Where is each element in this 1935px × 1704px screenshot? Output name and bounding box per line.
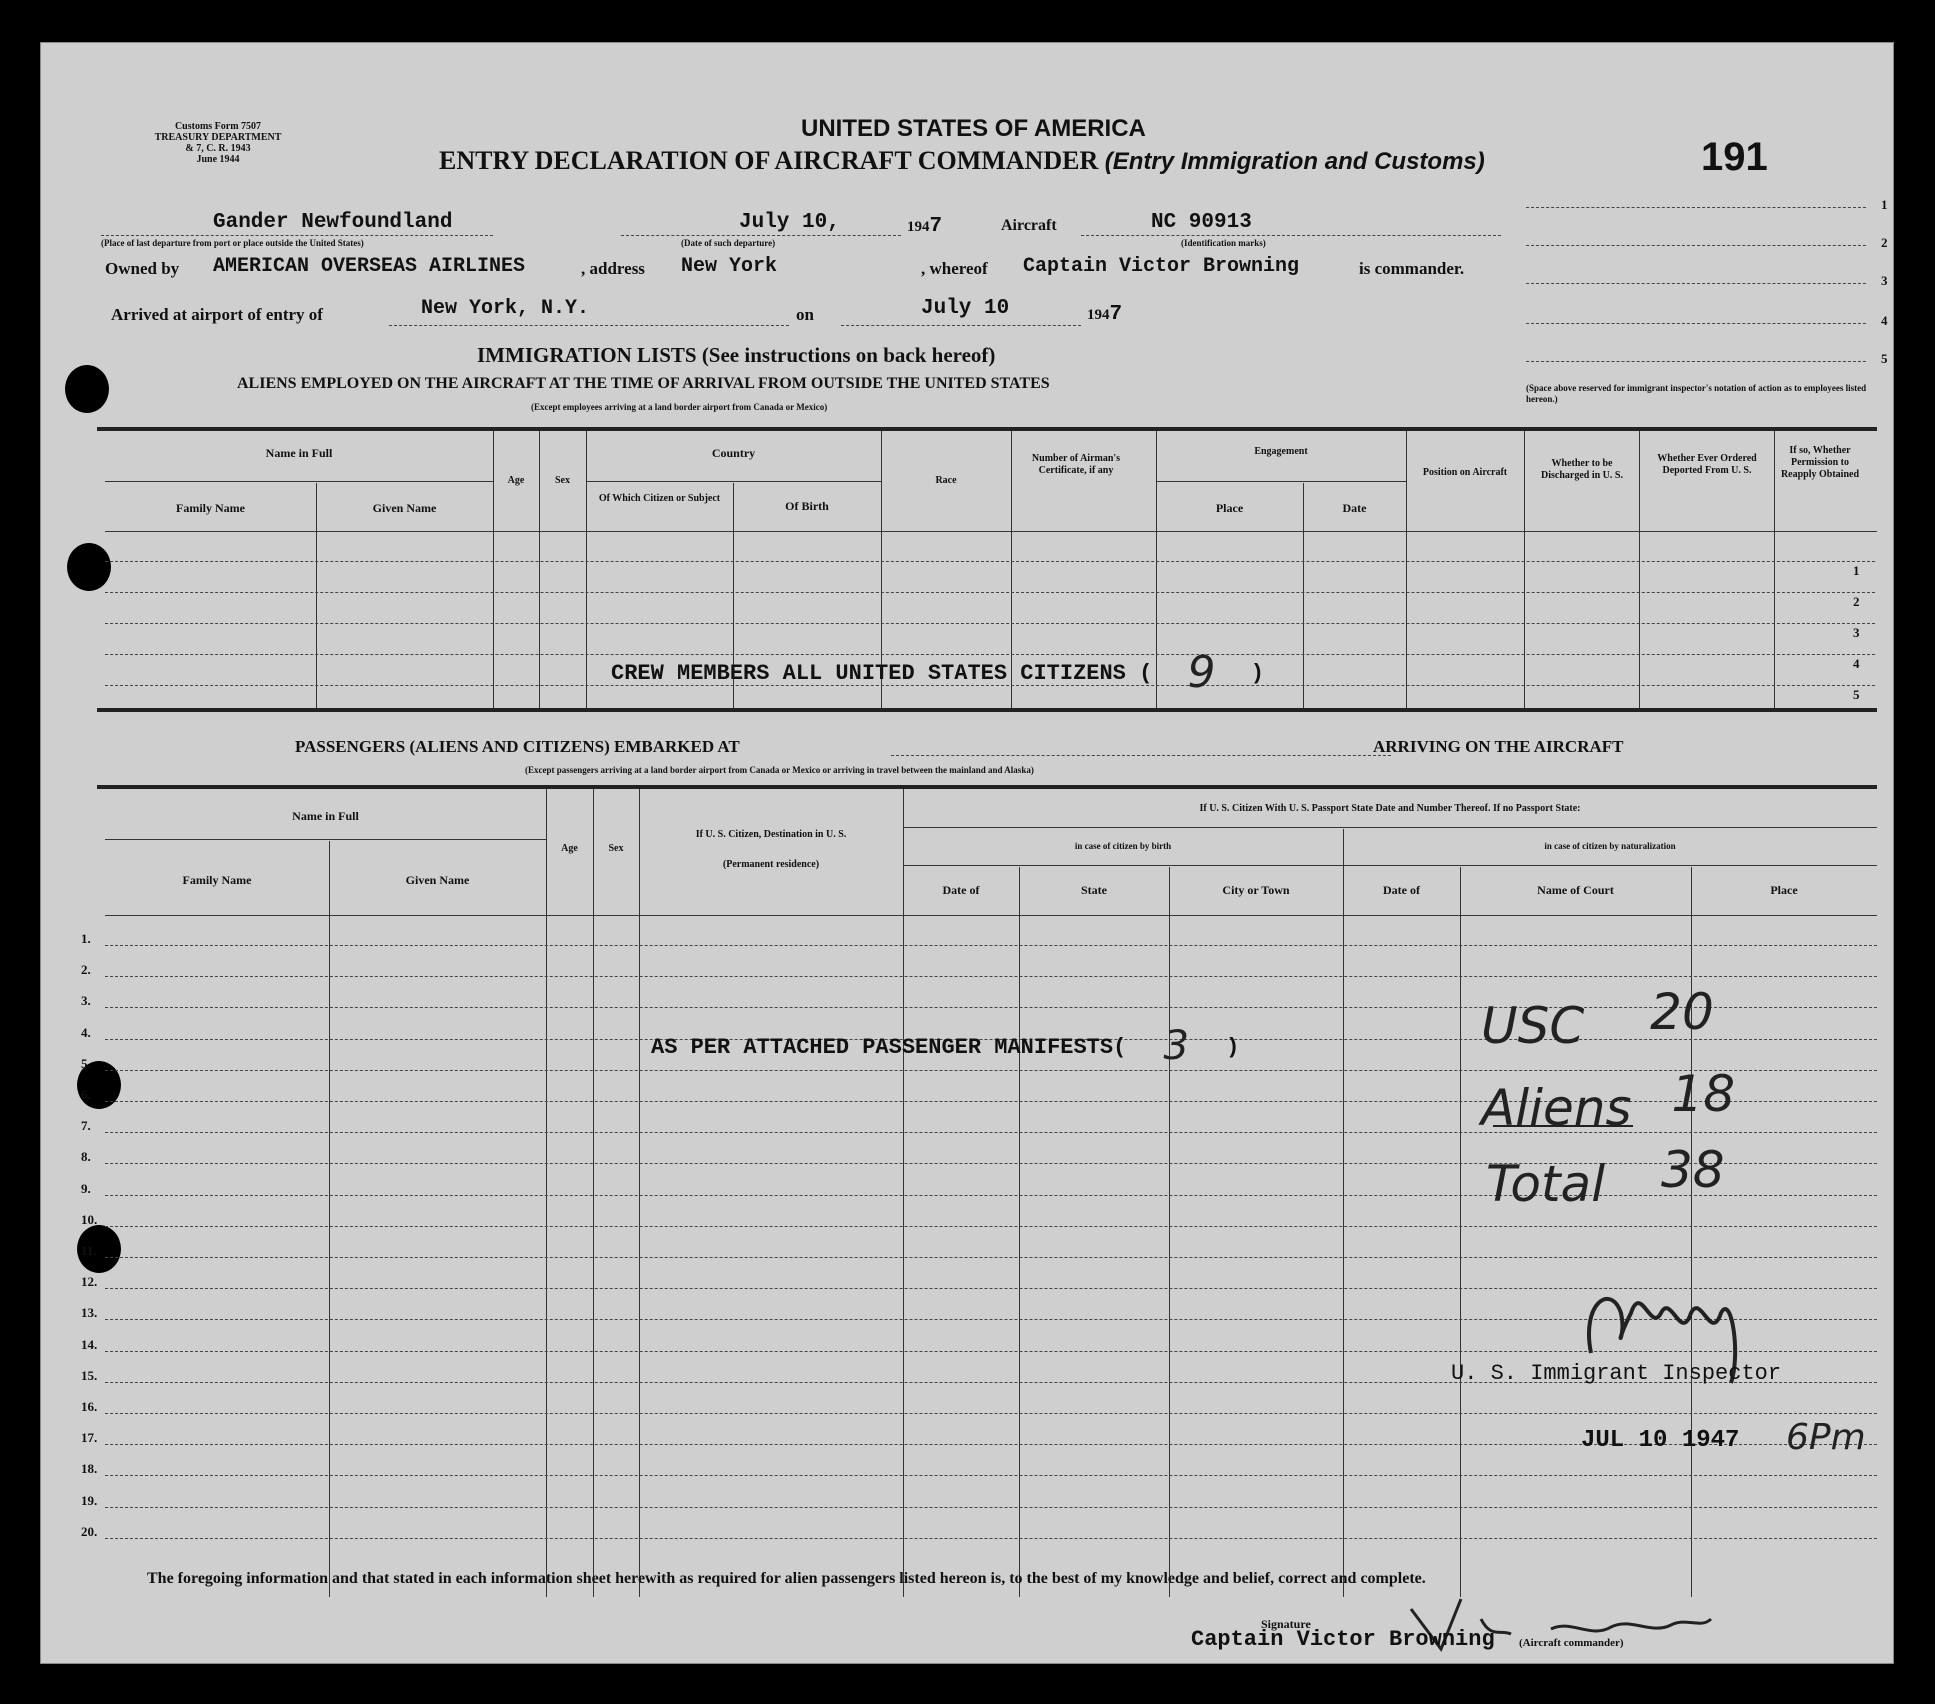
pass-header-given: Given Name <box>405 873 470 887</box>
crew-header-sex: Sex <box>555 475 570 486</box>
commander-name: Captain Victor Browning <box>1023 255 1300 278</box>
aircraft-id: NC 90913 <box>1151 211 1252 234</box>
arrival-date: July 10 <box>921 297 1010 320</box>
pass-header-passport: If U. S. Citizen With U. S. Passport State Date and Number Thereof. If no Passport State: <box>1199 803 1581 814</box>
crew-header-cert: Number of Airman's Certificate, if any <box>1031 453 1121 476</box>
crew-row <box>105 623 1875 624</box>
passenger-row-number: 16. <box>81 1399 98 1414</box>
inspector-note: (Space above reserved for immigrant inspector's notation of action as to employees listed hereon.) <box>1526 383 1867 404</box>
pass-header-place: Place <box>1770 883 1798 897</box>
inspector-line-number: 2 <box>1881 235 1888 250</box>
crew-header-permission: If so, Whether Permission to Reapply Obtained <box>1780 445 1860 480</box>
crew-row <box>105 592 1875 593</box>
arrival-year <box>1087 303 1122 326</box>
is-commander-label: is commander. <box>1359 259 1465 278</box>
form-dept: TREASURY DEPARTMENT <box>154 132 282 143</box>
manifest-note-text: AS PER ATTACHED PASSENGER MANIFESTS( <box>651 1035 1127 1060</box>
crew-header-age: Age <box>507 475 525 486</box>
pass-header-by-naturalization: in case of citizen by naturalization <box>1544 841 1676 851</box>
signature-label: Signature <box>1261 1617 1311 1631</box>
passenger-row-number: 4. <box>81 1025 91 1040</box>
pass-header-date-of-2: Date of <box>1383 883 1420 897</box>
crew-note <box>611 647 1264 698</box>
crew-header-name: Name in Full <box>265 446 333 460</box>
passenger-row <box>105 1538 1877 1539</box>
form-title-paren: (Entry Immigration and Customs) <box>1104 148 1485 175</box>
manifest-count: 3 <box>1163 1023 1189 1069</box>
passenger-row-number: 14. <box>81 1337 98 1352</box>
usc-count: 20 <box>1650 983 1714 1041</box>
crew-row-number: 2 <box>1853 594 1860 609</box>
stamp-time: 6Pm <box>1786 1417 1866 1458</box>
punch-hole <box>65 365 109 413</box>
owner: AMERICAN OVERSEAS AIRLINES <box>213 255 526 278</box>
inspector-line-number: 3 <box>1881 273 1888 288</box>
form-number: 191 <box>1701 135 1768 179</box>
pass-header-sex: Sex <box>608 843 624 854</box>
crew-header-discharged: Whether to be Discharged in U. S. <box>1541 458 1623 481</box>
departure-place: Gander Newfoundland <box>213 211 453 234</box>
crew-header-country: Country <box>711 446 756 460</box>
usc-annotation <box>1481 983 1714 1055</box>
form-title <box>439 146 1485 176</box>
pass-header-age: Age <box>561 843 578 854</box>
immigration-except: (Except employees arriving at a land border airport from Canada or Mexico) <box>531 402 828 412</box>
stamp-date: JUL 10 1947 <box>1581 1427 1740 1454</box>
crew-note-close: ) <box>1250 661 1264 686</box>
inspector-line-number: 1 <box>1881 197 1888 212</box>
usc-label: USC <box>1481 997 1585 1055</box>
passengers-except: (Except passengers arriving at a land border airport from Canada or Mexico or arriving in travel between the mainland and Alaska) <box>525 765 1034 775</box>
total-count: 38 <box>1661 1141 1725 1199</box>
pass-header-family: Family Name <box>182 873 252 887</box>
passenger-row-number: 2. <box>81 962 91 977</box>
owned-by-label: Owned by <box>105 259 180 278</box>
aircraft-id-label: (Identification marks) <box>1181 238 1266 248</box>
passenger-row-number: 5. <box>81 1056 91 1071</box>
pass-header-city: City or Town <box>1222 883 1290 897</box>
passenger-row <box>105 1507 1877 1508</box>
passenger-row-number: 10. <box>81 1212 98 1227</box>
crew-header-position: Position on Aircraft <box>1422 467 1508 478</box>
address-label: , address <box>581 259 645 278</box>
whereof-label: , whereof <box>921 259 988 278</box>
crew-header-place: Place <box>1215 501 1244 515</box>
passengers-title-left: PASSENGERS (ALIENS AND CITIZENS) EMBARKED AT <box>295 737 740 756</box>
departure-date-label: (Date of such departure) <box>681 238 776 248</box>
punch-hole <box>67 543 111 591</box>
inspector-title: U. S. Immigrant Inspector <box>1451 1361 1782 1386</box>
passenger-row-number: 11. <box>81 1243 97 1258</box>
pass-header-state: State <box>1081 883 1107 897</box>
pass-header-destination: If U. S. Citizen, Destination in U. S. <box>695 829 847 840</box>
arrived-label: Arrived at airport of entry of <box>111 305 323 324</box>
pass-header-date-of: Date of <box>942 883 980 897</box>
passenger-row-number: 19. <box>81 1493 98 1508</box>
form-id: Customs Form 7507 <box>174 121 262 132</box>
passenger-row-number: 15. <box>81 1368 98 1383</box>
pass-header-court: Name of Court <box>1537 883 1614 897</box>
crew-header-deported: Whether Ever Ordered Deported From U. S. <box>1657 453 1757 476</box>
on-label: on <box>796 305 814 324</box>
manifest-note-close: ) <box>1226 1035 1240 1060</box>
passengers-title-right: ARRIVING ON THE AIRCRAFT <box>1373 737 1624 756</box>
departure-place-label: (Place of last departure from port or place outside the United States) <box>101 238 364 248</box>
manifest-note <box>651 1023 1239 1069</box>
departure-year-prefix: 194 <box>907 219 930 235</box>
form-title-main: ENTRY DECLARATION OF AIRCRAFT COMMANDER <box>439 146 1099 175</box>
passenger-row-number: 9. <box>81 1181 91 1196</box>
passenger-row <box>105 1226 1877 1227</box>
passenger-row-number: 6. <box>81 1087 91 1102</box>
form-date: June 1944 <box>196 154 240 165</box>
form-sheet <box>40 42 1894 1664</box>
passenger-row <box>105 1475 1877 1476</box>
passenger-row-number: 13. <box>81 1305 98 1320</box>
form-id-block <box>103 121 333 165</box>
passenger-row <box>105 976 1877 977</box>
passenger-row-number: 3. <box>81 993 91 1008</box>
crew-row <box>105 561 1875 562</box>
passenger-row <box>105 1413 1877 1414</box>
owner-address: New York <box>681 255 778 278</box>
crew-header-race: Race <box>935 475 957 486</box>
crew-header-date: Date <box>1342 501 1367 515</box>
immigration-title: IMMIGRATION LISTS (See instructions on back hereof) <box>477 343 996 367</box>
pass-header-by-birth: in case of citizen by birth <box>1074 841 1172 851</box>
crew-row-number: 5 <box>1853 687 1860 702</box>
entry-airport: New York, N.Y. <box>421 297 590 320</box>
passenger-row-number: 18. <box>81 1461 98 1476</box>
passenger-row-number: 8. <box>81 1149 91 1164</box>
passenger-row-number: 1. <box>81 931 91 946</box>
total-annotation <box>1486 1141 1725 1213</box>
immigration-subtitle: ALIENS EMPLOYED ON THE AIRCRAFT AT THE TIME OF ARRIVAL FROM OUTSIDE THE UNITED STATES <box>237 375 1050 392</box>
crew-header-family: Family Name <box>176 501 245 515</box>
departure-year <box>907 215 942 238</box>
crew-header-given: Given Name <box>372 501 437 515</box>
aliens-count: 18 <box>1671 1065 1736 1123</box>
crew-note-text: CREW MEMBERS ALL UNITED STATES CITIZENS ( <box>611 661 1153 686</box>
crew-row-number: 4 <box>1853 656 1860 671</box>
footer-statement: The foregoing information and that stated in each information sheet herewith as required for alien passengers listed hereon is, to the best of my knowledge and belief, correct and complete. <box>147 1570 1426 1587</box>
crew-header-birth: Of Birth <box>785 499 829 513</box>
passenger-row <box>105 945 1877 946</box>
form-reg: & 7, C. R. 1943 <box>185 143 251 154</box>
arrival-year-prefix: 194 <box>1087 307 1110 323</box>
crew-row-number: 1 <box>1853 563 1860 578</box>
departure-year-digit: 7 <box>929 215 943 238</box>
aliens-label: Aliens <box>1481 1079 1632 1137</box>
crew-header-citizen: Of Which Citizen or Subject <box>598 493 721 504</box>
crew-header-engagement: Engagement <box>1254 446 1308 457</box>
total-label: Total <box>1486 1155 1606 1213</box>
crew-row-number: 3 <box>1853 625 1860 640</box>
pass-header-name: Name in Full <box>292 809 359 823</box>
arrival-year-digit: 7 <box>1109 303 1123 326</box>
crew-count: 9 <box>1187 647 1216 698</box>
commander-role: (Aircraft commander) <box>1519 1637 1624 1649</box>
passenger-row-number: 17. <box>81 1430 98 1445</box>
aircraft-label: Aircraft <box>1001 217 1057 234</box>
passenger-row-number: 7. <box>81 1118 91 1133</box>
departure-date: July 10, <box>739 211 840 234</box>
commander-printed-name: Captain Victor Browning <box>1191 1627 1495 1652</box>
passenger-row-number: 12. <box>81 1274 98 1289</box>
passenger-row-number: 20. <box>81 1524 98 1539</box>
inspector-line-number: 5 <box>1881 351 1888 366</box>
total-underline <box>1493 1125 1633 1127</box>
pass-header-destination-sub: (Permanent residence) <box>722 859 820 870</box>
inspector-line-number: 4 <box>1881 313 1888 328</box>
country-title: UNITED STATES OF AMERICA <box>801 115 1146 142</box>
